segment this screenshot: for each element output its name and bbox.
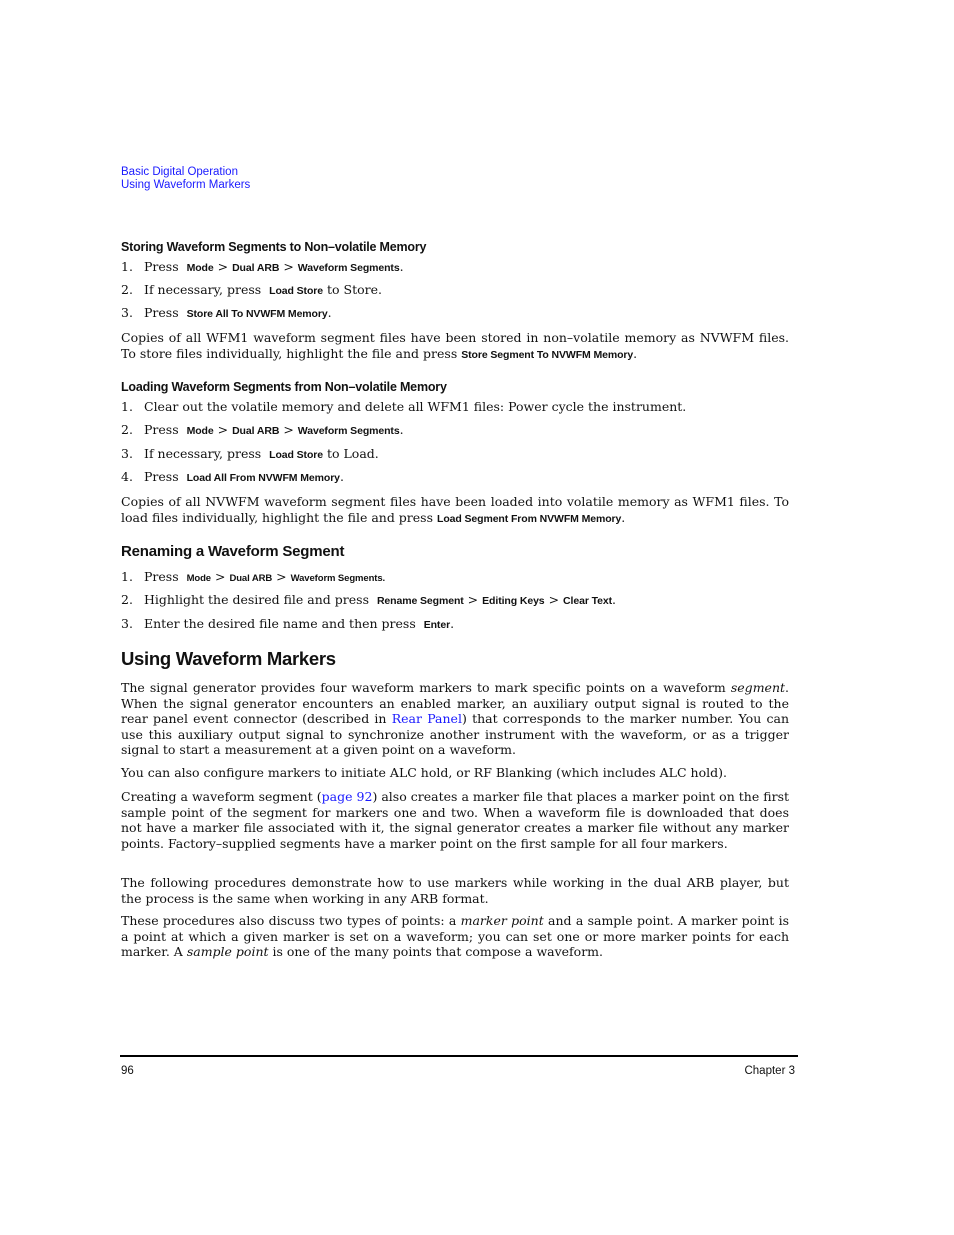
dual-arb-key: Dual ARB [232, 425, 280, 437]
mode-key: Mode [186, 573, 211, 584]
storing-step-1: 1. Press Mode > Dual ARB > Waveform Segments. [121, 259, 404, 274]
editing-keys-key: Editing Keys [482, 595, 545, 607]
page-92-link[interactable]: page 92 [321, 789, 373, 804]
dual-arb-key: Dual ARB [229, 573, 273, 584]
waveform-segments-key: Waveform Segments [297, 425, 400, 437]
renaming-step-1: 1. Press Mode > Dual ARB > Waveform Segments. [121, 569, 386, 584]
waveform-segments-key: Waveform Segments. [290, 573, 386, 584]
markers-paragraph-4: The following procedures demonstrate how to use markers while working in the dual ARB player, but the process is the same when working in any ARB format. [121, 875, 789, 906]
loading-step-1: 1. Clear out the volatile memory and delete all WFM1 files: Power cycle the instrument. [121, 399, 687, 414]
waveform-segments-key: Waveform Segments [297, 262, 400, 274]
load-all-from-nvwfm-key: Load All From NVWFM Memory [186, 472, 340, 484]
markers-paragraph-1: The signal generator provides four waveform markers to mark specific points on a waveform segment. When the signal generator encounters an enabled marker, an auxiliary output signal is routed to the rear panel event connector (described in Rear Panel) that corresponds to the marker number. You can use this auxiliary output signal to synchronize another instrument with the waveform, or as a trigger signal to start a measurement at a given point on a waveform. [121, 680, 789, 758]
mode-key: Mode [186, 425, 214, 437]
breadcrumb-link-using-waveform-markers[interactable]: Using Waveform Markers [121, 178, 251, 191]
storing-paragraph: Copies of all WFM1 waveform segment files have been stored in non–volatile memory as NVWFM files. To store files individually, highlight the file and press Store Segment To NVWFM Memory. [121, 330, 789, 361]
rename-segment-key: Rename Segment [376, 595, 464, 607]
store-segment-to-nvwfm-key: Store Segment To NVWFM Memory [461, 348, 634, 361]
renaming-step-2: 2. Highlight the desired file and press Rename Segment > Editing Keys > Clear Text. [121, 592, 617, 607]
storing-heading: Storing Waveform Segments to Non–volatile Memory [121, 240, 427, 254]
breadcrumb [121, 166, 250, 191]
markers-heading: Using Waveform Markers [121, 648, 336, 669]
markers-paragraph-5: These procedures also discuss two types of points: a marker point and a sample point. A marker point is a point at which a given marker is set on a waveform; you can set one or more marker points for each marker. A sample point is one of the many points that compose a waveform. [121, 913, 789, 960]
store-all-to-nvwfm-key: Store All To NVWFM Memory [186, 308, 328, 320]
rear-panel-link[interactable]: Rear Panel [391, 711, 462, 727]
storing-step-2: 2. If necessary, press Load Store to Store. [121, 282, 382, 297]
enter-key: Enter [423, 619, 451, 631]
page-number: 96 [121, 1065, 134, 1077]
chapter-label: Chapter 3 [744, 1065, 795, 1077]
loading-step-4: 4. Press Load All From NVWFM Memory. [121, 469, 344, 484]
markers-paragraph-3: Creating a waveform segment (page 92) also creates a marker file that places a marker point on the first sample point of the segment for markers one and two. When a waveform file is downloaded that does not have a marker file associated with it, the signal generator creates a marker file without any marker points. Factory–supplied segments have a marker point on the first sample for all four markers. [121, 789, 790, 851]
load-segment-from-nvwfm-key: Load Segment From NVWFM Memory [437, 512, 622, 525]
mode-key: Mode [186, 262, 214, 274]
clear-text-key: Clear Text [563, 595, 613, 607]
footer-rule [120, 1055, 798, 1057]
loading-step-3: 3. If necessary, press Load Store to Load. [121, 446, 379, 461]
dual-arb-key: Dual ARB [232, 262, 280, 274]
loading-step-2: 2. Press Mode > Dual ARB > Waveform Segments. [121, 422, 404, 437]
breadcrumb-link-basic-digital-operation[interactable]: Basic Digital Operation [121, 166, 238, 178]
renaming-heading: Renaming a Waveform Segment [121, 543, 345, 560]
renaming-step-3: 3. Enter the desired file name and then press Enter. [121, 616, 455, 631]
load-store-key: Load Store [269, 449, 323, 461]
loading-paragraph: Copies of all NVWFM waveform segment files have been loaded into volatile memory as WFM1 files. To load files individually, highlight the file and press Load Segment From NVWFM Memory. [121, 494, 789, 525]
storing-step-3: 3. Press Store All To NVWFM Memory. [121, 305, 332, 320]
markers-paragraph-2: You can also configure markers to initiate ALC hold, or RF Blanking (which includes ALC hold). [121, 765, 727, 780]
loading-heading: Loading Waveform Segments from Non–volatile Memory [121, 380, 447, 394]
load-store-key: Load Store [269, 285, 323, 297]
